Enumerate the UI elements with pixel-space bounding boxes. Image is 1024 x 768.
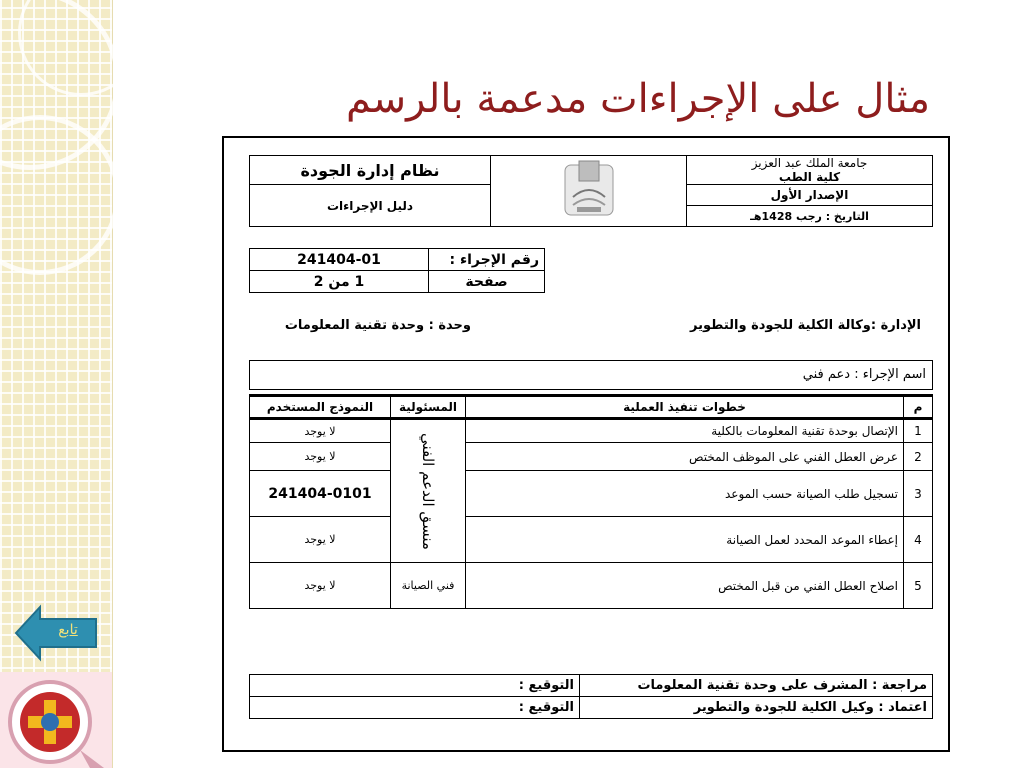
date-label: التاريخ : رجب 1428هـ	[750, 209, 869, 223]
procedure-number-value: 241404-01	[250, 249, 429, 271]
step-text: تسجيل طلب الصيانة حسب الموعد	[466, 471, 904, 517]
table-row	[250, 517, 933, 563]
step-number: 2	[904, 443, 933, 471]
step-model: لا يوجد	[250, 419, 391, 443]
medical-logo-icon	[0, 672, 112, 768]
table-row	[250, 471, 933, 517]
steps-table	[249, 394, 933, 609]
signature-row	[250, 697, 933, 719]
signature-label: مراجعة : المشرف على وحدة تقنية المعلومات	[580, 675, 933, 697]
university-seal-cell	[491, 156, 687, 227]
procedure-document	[222, 136, 950, 752]
step-number: 1	[904, 419, 933, 443]
manual-title: دليل الإجراءات	[326, 198, 414, 213]
table-row	[250, 563, 933, 609]
step-responsibility: فني الصيانة	[391, 563, 466, 609]
university-name: جامعة الملك عبد العزيز	[751, 156, 868, 170]
step-number: 5	[904, 563, 933, 609]
step-text: الإتصال بوحدة تقنية المعلومات بالكلية	[466, 419, 904, 443]
decorative-ring	[0, 115, 120, 275]
step-model: لا يوجد	[250, 563, 391, 609]
step-text: اصلاح العطل الفني من قبل المختص	[466, 563, 904, 609]
column-header-model: النموذج المستخدم	[250, 396, 391, 419]
edition-label: الإصدار الأول	[770, 188, 849, 202]
signature-field: التوقيع :	[250, 675, 580, 697]
admin-department: الإدارة :وكالة الكلية للجودة والتطوير	[690, 318, 921, 333]
step-number: 3	[904, 471, 933, 517]
next-button-label: تابع	[58, 622, 78, 638]
page-label: صفحة	[429, 271, 545, 293]
document-header-table	[249, 155, 933, 227]
column-header-number: م	[904, 396, 933, 419]
page-value: 1 من 2	[250, 271, 429, 293]
system-title-cell	[250, 156, 491, 185]
column-header-steps: خطوات تنفيذ العملية	[466, 396, 904, 419]
faculty-name: كلية الطب	[778, 170, 841, 184]
signature-label: اعتماد : وكيل الكلية للجودة والتطوير	[580, 697, 933, 719]
date-cell	[687, 206, 933, 227]
step-number: 4	[904, 517, 933, 563]
merged-responsibility: منسق الدعم الفني	[419, 432, 437, 550]
unit-department: وحدة : وحدة تقنية المعلومات	[284, 318, 471, 333]
procedure-name-box	[249, 360, 933, 390]
table-row	[250, 419, 933, 443]
step-model: 241404-0101	[250, 471, 391, 517]
merged-responsibility-cell	[391, 419, 466, 563]
university-seal-icon	[559, 157, 619, 223]
decorative-sidebar	[0, 0, 113, 768]
step-text: إعطاء الموعد المحدد لعمل الصيانة	[466, 517, 904, 563]
column-header-responsibility: المسئولية	[391, 396, 466, 419]
table-row	[250, 443, 933, 471]
step-text: عرض العطل الفني على الموظف المختص	[466, 443, 904, 471]
signature-field: التوقيع :	[250, 697, 580, 719]
system-title: نظام إدارة الجودة	[300, 160, 440, 180]
procedure-name: اسم الإجراء : دعم فني	[802, 367, 926, 382]
university-name-cell	[687, 156, 933, 185]
manual-title-cell	[250, 185, 491, 227]
page-title: مثال على الإجراءات مدعمة بالرسم	[345, 76, 930, 122]
procedure-number-label: رقم الإجراء :	[429, 249, 545, 271]
step-model: لا يوجد	[250, 443, 391, 471]
signature-row	[250, 675, 933, 697]
medical-logo	[0, 672, 112, 768]
next-button[interactable]	[14, 604, 98, 662]
procedure-info-table	[249, 248, 545, 293]
step-model: لا يوجد	[250, 517, 391, 563]
signatures-table	[249, 674, 933, 719]
edition-cell	[687, 185, 933, 206]
